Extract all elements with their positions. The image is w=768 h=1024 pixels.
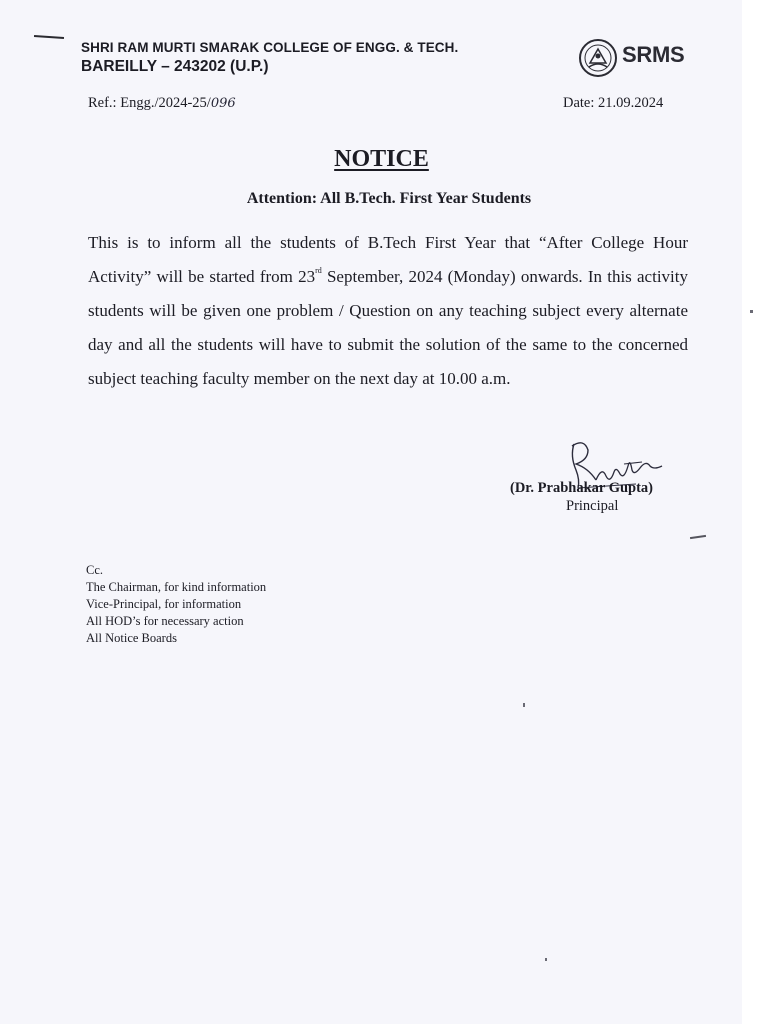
scan-speck — [750, 310, 753, 313]
cc-recipient: All HOD’s for necessary action — [86, 614, 244, 628]
notice-date: Date: 21.09.2024 — [563, 95, 664, 111]
scan-mark — [34, 35, 64, 39]
body-part-1: This is to inform all the students of B.Tech First Year that “After College Hour Activity” will be started from 23 — [88, 233, 688, 286]
ordinal-suffix: rd — [315, 266, 322, 276]
title-text: NOTICE — [334, 146, 429, 172]
signatory-title: Principal — [566, 498, 619, 514]
reference-label: Ref.: Engg./2024-25/ — [88, 95, 211, 111]
college-logo — [578, 37, 702, 79]
reference-handwritten-number: 096 — [210, 96, 236, 111]
attention-text: Attention: All B.Tech. First Year Students — [246, 190, 532, 207]
cc-list — [86, 562, 266, 647]
college-name: SHRI RAM MURTI SMARAK COLLEGE OF ENGG. & TECH. — [81, 40, 459, 55]
logo-wordmark: SRMS — [622, 42, 685, 67]
scan-mark — [690, 535, 706, 539]
cc-recipient: Vice-Principal, for information — [86, 597, 242, 611]
college-seal-icon — [578, 37, 618, 79]
scan-speck — [523, 703, 525, 707]
cc-recipient: The Chairman, for kind information — [86, 580, 267, 594]
signatory-name: (Dr. Prabhakar Gupta) — [510, 480, 654, 496]
college-city: BAREILLY – 243202 (U.P.) — [81, 58, 269, 75]
cc-heading: Cc. — [86, 563, 104, 577]
notice-body — [88, 226, 688, 396]
attention-line — [0, 190, 768, 208]
scan-speck — [545, 958, 547, 961]
reference-number — [88, 95, 236, 112]
body-part-2: September, 2024 (Monday) onwards. In this activity students will be given one problem / Question on any teaching subject every alternate day and all the students will have to submit the solution of the same to the concerned subject teaching faculty member on the next day at 10.00 a.m. — [88, 267, 688, 388]
page-title — [0, 146, 768, 173]
cc-recipient: All Notice Boards — [86, 631, 177, 645]
